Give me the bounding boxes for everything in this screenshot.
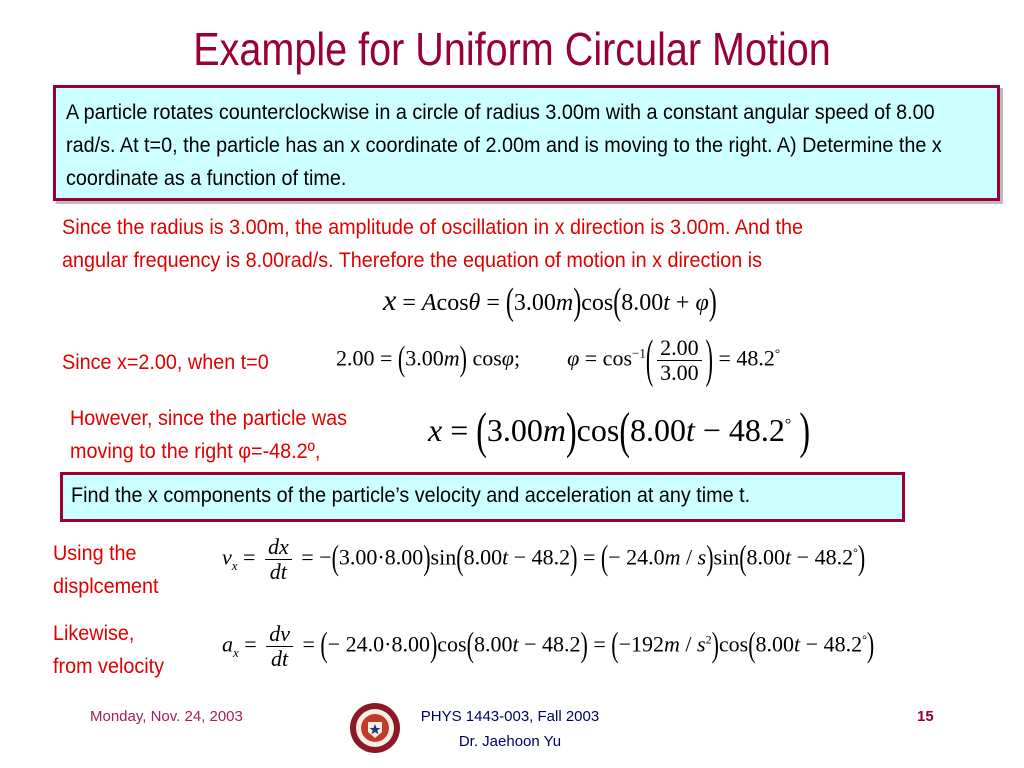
explanation-line-2: angular frequency is 8.00rad/s. Therefore the equation of motion in x direction is [62, 248, 763, 272]
problem-box [53, 85, 1000, 201]
likewise-line-2: from velocity [53, 654, 165, 678]
equation-x-general: x = Acosθ = (3.00m)cos(8.00t + φ) [383, 281, 717, 324]
equation-acceleration: $a_x$ = $\frac{dv}{dt}$ = (− $24.0\cdot 8.00)\cos(8.00t - 48.2) = (-192m / s^2)\cos(8.00t - 48.2^\circ)$ [222, 621, 875, 672]
slide-title: Example for Uniform Circular Motion [193, 23, 831, 75]
since-x-text: Since x=2.00, when t=0 [62, 350, 269, 374]
footer-course: PHYS 1443-003, Fall 2003 [420, 708, 600, 725]
using-line-2: displcement [53, 574, 159, 598]
likewise-line-1: Likewise, [53, 621, 135, 645]
however-line-2: moving to the right φ=-48.2º, [70, 439, 321, 463]
university-seal-icon [349, 702, 401, 754]
however-line-1: However, since the particle was [70, 406, 348, 430]
footer-date: Monday, Nov. 24, 2003 [90, 708, 243, 725]
problem-text: A particle rotates counterclockwise in a circle of radius 3.00m with a constant angular speed of 8.00 rad/s. At t=0, the particle has an x coordinate of 2.00m and is moving to the right. A) Determine the x coordinate as a function of time. [66, 100, 942, 190]
task-text: Find the x components of the particle’s velocity and acceleration at any time t. [71, 483, 751, 507]
footer-instructor: Dr. Jaehoon Yu [458, 733, 562, 750]
using-line-1: Using the [53, 541, 137, 565]
equation-x-solution: x = (3.00m)cos(8.00t − 48.2° ) [428, 400, 810, 459]
explanation-line-1: Since the radius is 3.00m, the amplitude of oscillation in x direction is 3.00m. And the [62, 215, 804, 239]
equation-velocity: $v_x$ = $\frac{dx}{dt}$ = −(3.00·8.00)sin(8.00t − 48.2) = (− 24.0m / s)sin(8.00t − 48.2°) [222, 534, 866, 585]
equation-phi: 2.00 = (3.00m) cosφ; $\varphi = \cos^{-1}$( $\frac{2.00}{3.00}$ ) = 48.2° [336, 327, 781, 388]
task-box [60, 472, 905, 522]
page-number: 15 [917, 708, 934, 725]
